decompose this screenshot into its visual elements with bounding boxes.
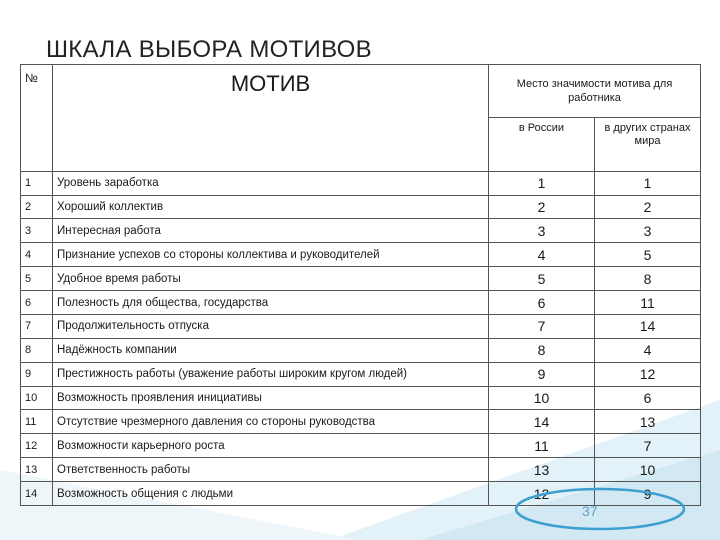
rank-russia-cell: 13 — [489, 458, 595, 482]
rank-other-cell: 3 — [595, 219, 701, 243]
row-number: 6 — [21, 291, 53, 315]
rank-russia-cell: 5 — [489, 267, 595, 291]
table-row — [21, 314, 701, 338]
rank-other-cell: 14 — [595, 314, 701, 338]
table-row — [21, 410, 701, 434]
motive-cell: Отсутствие чрезмерного давления со стороны руководства — [53, 410, 489, 434]
rank-russia-cell: 2 — [489, 195, 595, 219]
rank-other-cell: 6 — [595, 386, 701, 410]
motive-cell: Возможность проявления инициативы — [53, 386, 489, 410]
rank-russia-cell: 12 — [489, 482, 595, 506]
motive-cell: Признание успехов со стороны коллектива и руководителей — [53, 243, 489, 267]
row-number: 12 — [21, 434, 53, 458]
motives-table — [20, 64, 701, 506]
row-number: 9 — [21, 362, 53, 386]
rank-other-cell: 8 — [595, 267, 701, 291]
motive-cell: Возможности карьерного роста — [53, 434, 489, 458]
motive-cell: Ответственность работы — [53, 458, 489, 482]
row-number: 4 — [21, 243, 53, 267]
table-row — [21, 386, 701, 410]
motive-cell: Продолжительность отпуска — [53, 314, 489, 338]
rank-russia-cell: 3 — [489, 219, 595, 243]
rank-other-cell: 11 — [595, 291, 701, 315]
table-row — [21, 219, 701, 243]
table-row — [21, 291, 701, 315]
table-row — [21, 267, 701, 291]
row-number: 7 — [21, 314, 53, 338]
motive-cell: Надёжность компании — [53, 338, 489, 362]
row-number: 14 — [21, 482, 53, 506]
header-number: № — [21, 65, 53, 172]
rank-other-cell: 2 — [595, 195, 701, 219]
row-number: 11 — [21, 410, 53, 434]
table-row — [21, 171, 701, 195]
rank-russia-cell: 7 — [489, 314, 595, 338]
rank-russia-cell: 14 — [489, 410, 595, 434]
rank-russia-cell: 10 — [489, 386, 595, 410]
table-row — [21, 338, 701, 362]
rank-russia-cell: 1 — [489, 171, 595, 195]
header-place: Место значимости мотива для работника — [489, 65, 701, 118]
row-number: 13 — [21, 458, 53, 482]
rank-other-cell: 10 — [595, 458, 701, 482]
rank-russia-cell: 9 — [489, 362, 595, 386]
rank-other-cell: 1 — [595, 171, 701, 195]
rank-other-cell: 9 — [595, 482, 701, 506]
row-number: 10 — [21, 386, 53, 410]
motive-cell: Интересная работа — [53, 219, 489, 243]
page-title: ШКАЛА ВЫБОРА МОТИВОВ — [46, 36, 372, 63]
header-motive: МОТИВ — [53, 65, 489, 172]
row-number: 8 — [21, 338, 53, 362]
motive-cell: Полезность для общества, государства — [53, 291, 489, 315]
table-row — [21, 434, 701, 458]
rank-other-cell: 4 — [595, 338, 701, 362]
rank-other-cell: 7 — [595, 434, 701, 458]
table-row — [21, 362, 701, 386]
rank-other-cell: 12 — [595, 362, 701, 386]
table-row — [21, 458, 701, 482]
rank-other-cell: 13 — [595, 410, 701, 434]
motive-cell: Хороший коллектив — [53, 195, 489, 219]
row-number: 3 — [21, 219, 53, 243]
row-number: 1 — [21, 171, 53, 195]
rank-russia-cell: 8 — [489, 338, 595, 362]
motive-cell: Удобное время работы — [53, 267, 489, 291]
rank-russia-cell: 6 — [489, 291, 595, 315]
row-number: 2 — [21, 195, 53, 219]
motive-cell: Возможность общения с людьми — [53, 482, 489, 506]
rank-other-cell: 5 — [595, 243, 701, 267]
header-row — [21, 65, 701, 118]
table-row — [21, 195, 701, 219]
row-number: 5 — [21, 267, 53, 291]
motive-cell: Престижность работы (уважение работы широким кругом людей) — [53, 362, 489, 386]
highlight-ellipse — [510, 482, 690, 534]
header-other-countries: в других странах мира — [595, 118, 701, 171]
slide-number: 37 — [582, 503, 598, 519]
rank-russia-cell: 4 — [489, 243, 595, 267]
table-row — [21, 243, 701, 267]
header-russia: в России — [489, 118, 595, 171]
rank-russia-cell: 11 — [489, 434, 595, 458]
motive-cell: Уровень заработка — [53, 171, 489, 195]
